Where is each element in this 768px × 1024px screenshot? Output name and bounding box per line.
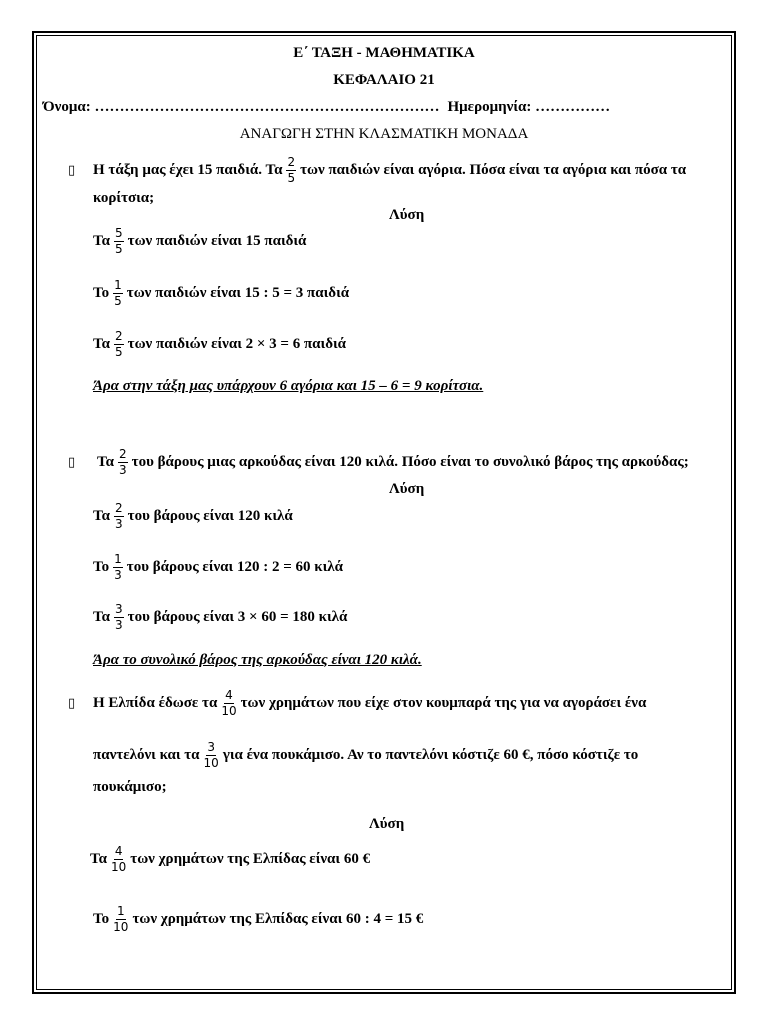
- step-text: των χρημάτων της Ελπίδας είναι 60 : 4 = 15 €: [132, 910, 424, 927]
- fraction: [114, 330, 124, 359]
- fraction-numerator: 5: [115, 225, 123, 240]
- fraction: [111, 845, 126, 874]
- problem-2-step-1: [93, 499, 293, 533]
- fraction-denominator: 10: [221, 703, 237, 718]
- chapter-title: ΚΕΦΑΛΑΙΟ 21: [333, 71, 435, 88]
- question-text: των παιδιών είναι αγόρια. Πόσα είναι τα αγόρια και πόσα τα: [300, 161, 687, 178]
- problem-3-step-2: [93, 902, 423, 936]
- fraction-numerator: 3: [115, 601, 123, 616]
- step-text: των παιδιών είναι 15 : 5 = 3 παιδιά: [126, 284, 350, 301]
- conclusion-text: Άρα στην τάξη μας υπάρχουν 6 αγόρια και 15 – 6 = 9 κορίτσια.: [93, 377, 484, 394]
- problem-3-question-line-1: [93, 686, 646, 720]
- problem-2-conclusion: [93, 643, 422, 677]
- problem-3-step-1: [90, 842, 370, 876]
- step-text: Τα: [93, 335, 111, 352]
- fraction-denominator: 10: [111, 859, 127, 874]
- step-text: Τα: [93, 507, 111, 524]
- conclusion-text: Άρα το συνολικό βάρος της αρκούδας είναι 120 κιλά.: [93, 651, 422, 668]
- date-field: Ημερομηνία: ……………: [447, 98, 611, 115]
- step-text: των παιδιών είναι 2 × 3 = 6 παιδιά: [127, 335, 347, 352]
- fraction-denominator: 3: [114, 567, 122, 582]
- question-text: Τα: [97, 453, 115, 470]
- problem-2-step-2: [93, 550, 343, 584]
- step-text: του βάρους είναι 120 κιλά: [127, 507, 293, 524]
- fraction-denominator: 3: [119, 462, 127, 477]
- step-text: των παιδιών είναι 15 παιδιά: [127, 232, 307, 249]
- problem-2-solution-label: Λύση: [389, 480, 425, 497]
- fraction-denominator: 10: [203, 755, 219, 770]
- problem-3-solution-label: Λύση: [369, 815, 405, 832]
- problem-3-question-line-2: [93, 738, 638, 772]
- fraction-numerator: 2: [115, 328, 123, 343]
- fraction-denominator: 3: [115, 617, 123, 632]
- fraction: [221, 689, 236, 718]
- section-heading: ΑΝΑΓΩΓΗ ΣΤΗΝ ΚΛΑΣΜΑΤΙΚΗ ΜΟΝΑΔΑ: [239, 125, 529, 142]
- fraction: [118, 448, 128, 477]
- fraction: [204, 741, 219, 770]
- fraction-numerator: 1: [116, 903, 125, 918]
- fraction-denominator: 10: [113, 919, 129, 934]
- step-text: των χρημάτων της Ελπίδας είναι 60 €: [130, 850, 371, 867]
- question-text: παντελόνι και τα: [93, 746, 200, 763]
- fraction: [113, 553, 123, 582]
- question-text: του βάρους μιας αρκούδας είναι 120 κιλά. Πόσο είναι το συνολικό βάρος της αρκούδας;: [131, 453, 689, 470]
- fraction: [114, 502, 124, 531]
- fraction: [113, 279, 123, 308]
- fraction-numerator: 4: [114, 843, 123, 858]
- fraction-numerator: 2: [287, 154, 296, 169]
- question-text: για ένα πουκάμισο. Αν το παντελόνι κόστιζε 60 €, πόσο κόστιζε το: [222, 746, 639, 763]
- problem-1-solution-label: Λύση: [389, 206, 425, 223]
- fraction-denominator: 5: [115, 241, 123, 256]
- problem-1-step-3: [93, 327, 346, 361]
- step-text: του βάρους είναι 120 : 2 = 60 κιλά: [126, 558, 343, 575]
- problem-3-question-line-3: πουκάμισο;: [93, 778, 167, 795]
- problem-1-step-2: [93, 276, 349, 310]
- fraction: [114, 227, 124, 256]
- bullet-icon: ▯: [68, 162, 76, 178]
- fraction-denominator: 3: [115, 516, 123, 531]
- problem-2-step-3: [93, 600, 347, 634]
- problem-1-question-line-1: [93, 153, 686, 187]
- problem-1-question-line-2: κορίτσια;: [93, 189, 155, 206]
- fraction-denominator: 5: [115, 344, 123, 359]
- step-text: Το: [93, 558, 110, 575]
- fraction: [114, 603, 124, 632]
- step-text: Τα: [93, 608, 111, 625]
- question-text: Η Ελπίδα έδωσε τα: [93, 694, 218, 711]
- fraction-numerator: 1: [114, 551, 122, 566]
- bullet-icon: ▯: [68, 695, 76, 711]
- step-text: Το: [93, 284, 110, 301]
- fraction: [286, 156, 296, 185]
- problem-1-conclusion: [93, 369, 483, 403]
- fraction: [113, 905, 128, 934]
- fraction-numerator: 2: [119, 446, 127, 461]
- problem-1-step-1: [93, 224, 306, 258]
- bullet-icon: ▯: [68, 454, 76, 470]
- fraction-denominator: 5: [114, 293, 122, 308]
- fraction-numerator: 1: [114, 277, 122, 292]
- fraction-denominator: 5: [287, 170, 296, 185]
- question-text: Η τάξη μας έχει 15 παιδιά. Τα: [93, 161, 283, 178]
- fraction-numerator: 2: [115, 500, 123, 515]
- name-field: Όνομα: ……………………………………………………………: [43, 98, 440, 115]
- fraction-numerator: 3: [207, 739, 215, 754]
- question-text: των χρημάτων που είχε στον κουμπαρά της για να αγοράσει ένα: [240, 694, 647, 711]
- fraction-numerator: 4: [225, 687, 233, 702]
- step-text: Το: [93, 910, 110, 927]
- step-text: Τα: [90, 850, 108, 867]
- worksheet-title: Ε΄ ΤΑΞΗ - ΜΑΘΗΜΑΤΙΚΑ: [293, 44, 475, 61]
- step-text: του βάρους είναι 3 × 60 = 180 κιλά: [127, 608, 348, 625]
- step-text: Τα: [93, 232, 111, 249]
